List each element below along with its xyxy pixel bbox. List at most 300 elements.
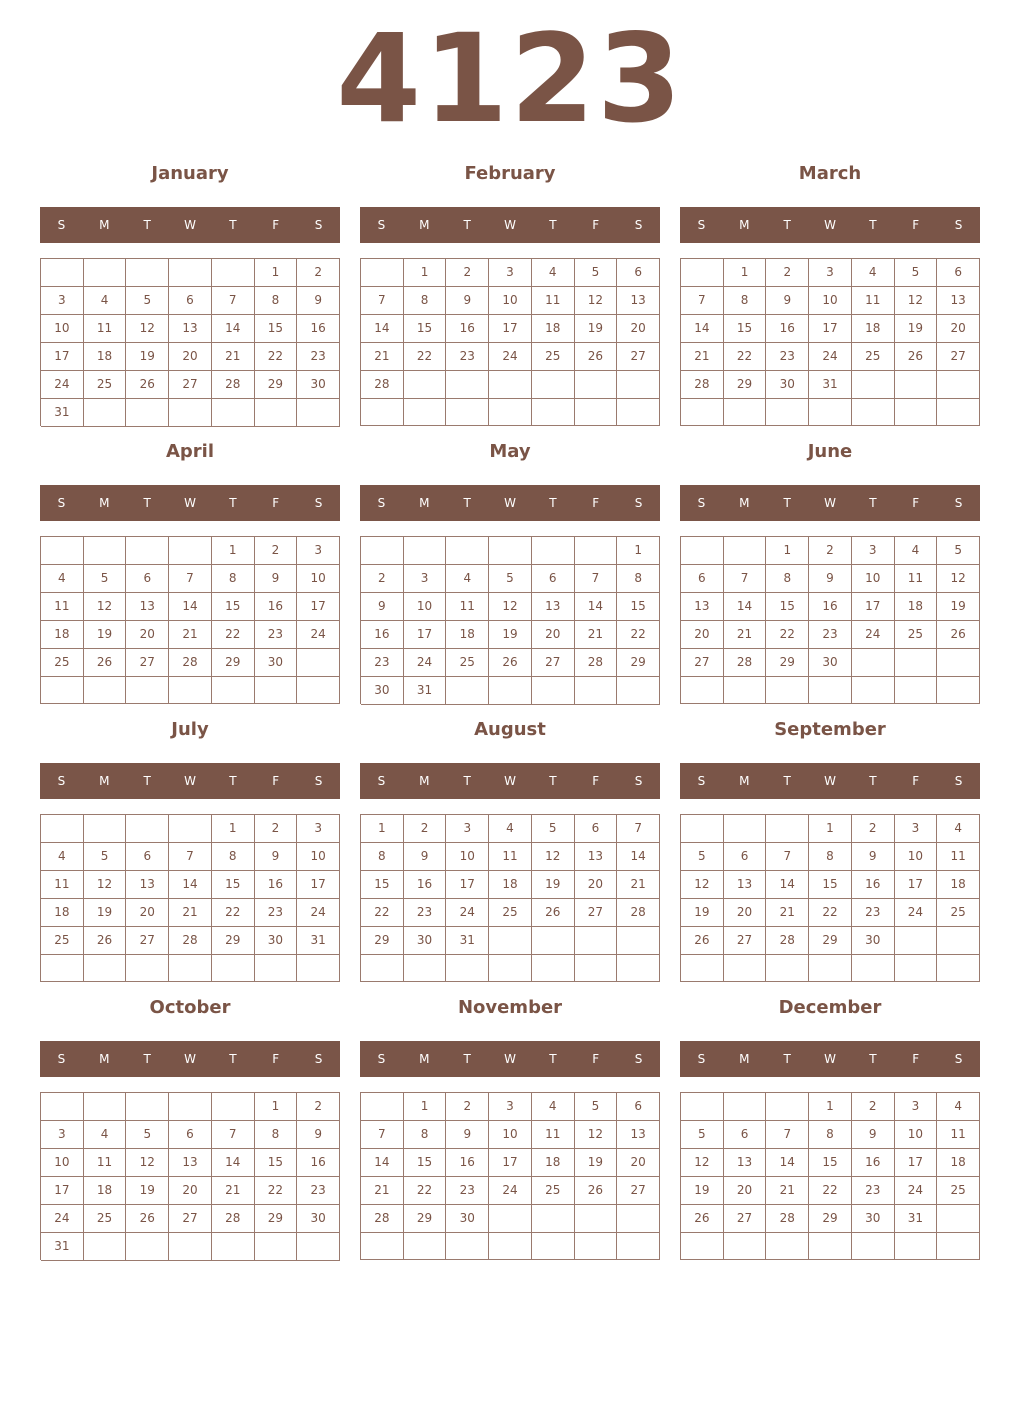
empty-day-cell [532, 371, 575, 399]
day-cell: 9 [852, 1121, 895, 1149]
weekday-header: M [739, 1052, 750, 1066]
weekday-header: S [377, 218, 386, 232]
day-cell: 10 [489, 1121, 532, 1149]
day-cell: 28 [681, 371, 724, 399]
day-grid [360, 1092, 660, 1260]
empty-day-cell [212, 955, 255, 982]
empty-day-cell [724, 815, 767, 843]
day-cell: 11 [532, 287, 575, 315]
day-cell: 25 [41, 927, 84, 955]
weekday-header: S [314, 218, 323, 232]
month-name: February [464, 163, 556, 184]
empty-day-cell [126, 1233, 169, 1261]
weekday-header: S [954, 218, 963, 232]
weekday-header: T [463, 774, 471, 788]
weekday-header: T [783, 496, 791, 510]
day-cell: 16 [255, 593, 298, 621]
day-cell: 25 [937, 899, 980, 927]
day-cell: 22 [766, 621, 809, 649]
day-cell: 1 [809, 815, 852, 843]
empty-day-cell [532, 1233, 575, 1260]
day-cell: 22 [404, 1177, 447, 1205]
weekday-header: T [869, 774, 877, 788]
day-cell: 14 [361, 1149, 404, 1177]
day-cell: 19 [126, 343, 169, 371]
day-cell: 2 [255, 537, 298, 565]
weekday-header: F [272, 218, 280, 232]
weekday-header: T [463, 218, 471, 232]
day-grid [680, 258, 980, 426]
day-cell: 30 [297, 371, 340, 399]
empty-day-cell [404, 955, 447, 982]
day-cell: 25 [532, 1177, 575, 1205]
day-grid [40, 814, 340, 982]
day-cell: 24 [852, 621, 895, 649]
empty-day-cell [169, 1093, 212, 1121]
day-cell: 18 [532, 1149, 575, 1177]
day-cell: 17 [489, 1149, 532, 1177]
day-cell: 28 [361, 371, 404, 399]
day-cell: 29 [361, 927, 404, 955]
weekday-header-bar [40, 207, 340, 243]
day-cell: 22 [404, 343, 447, 371]
empty-day-cell [169, 677, 212, 704]
day-cell: 19 [681, 899, 724, 927]
day-cell: 30 [404, 927, 447, 955]
day-cell: 16 [361, 621, 404, 649]
day-cell: 13 [937, 287, 980, 315]
weekday-header: F [272, 1052, 280, 1066]
empty-day-cell [84, 815, 127, 843]
day-cell: 30 [852, 1205, 895, 1233]
empty-day-cell [852, 649, 895, 677]
weekday-header: S [314, 496, 323, 510]
empty-day-cell [489, 537, 532, 565]
day-cell: 14 [617, 843, 660, 871]
day-cell: 15 [212, 593, 255, 621]
day-cell: 1 [255, 259, 298, 287]
day-cell: 11 [489, 843, 532, 871]
day-cell: 21 [724, 621, 767, 649]
day-cell: 22 [809, 1177, 852, 1205]
day-cell: 21 [617, 871, 660, 899]
weekday-header: F [912, 1052, 920, 1066]
day-cell: 9 [446, 287, 489, 315]
empty-day-cell [724, 1233, 767, 1260]
empty-day-cell [937, 1205, 980, 1233]
empty-day-cell [724, 1093, 767, 1121]
day-cell: 1 [361, 815, 404, 843]
day-cell: 17 [41, 343, 84, 371]
day-cell: 19 [681, 1177, 724, 1205]
day-cell: 27 [617, 1177, 660, 1205]
weekday-header: T [869, 496, 877, 510]
day-cell: 29 [724, 371, 767, 399]
weekday-header: S [377, 1052, 386, 1066]
day-cell: 23 [361, 649, 404, 677]
day-cell: 25 [41, 649, 84, 677]
day-cell: 9 [361, 593, 404, 621]
day-cell: 28 [766, 1205, 809, 1233]
day-cell: 7 [617, 815, 660, 843]
empty-day-cell [489, 927, 532, 955]
weekday-header: T [783, 774, 791, 788]
day-cell: 19 [575, 315, 618, 343]
empty-day-cell [446, 955, 489, 982]
day-cell: 16 [297, 1149, 340, 1177]
empty-day-cell [532, 677, 575, 705]
day-cell: 24 [297, 621, 340, 649]
month-name: August [474, 719, 546, 740]
weekday-header: T [869, 1052, 877, 1066]
day-cell: 28 [575, 649, 618, 677]
day-cell: 3 [41, 287, 84, 315]
day-cell: 11 [41, 593, 84, 621]
empty-day-cell [532, 537, 575, 565]
day-cell: 25 [84, 1205, 127, 1233]
weekday-header: W [504, 1052, 516, 1066]
weekday-header: M [419, 1052, 430, 1066]
weekday-header: T [229, 496, 237, 510]
weekday-header-bar [680, 485, 980, 521]
month-name: September [774, 719, 886, 740]
day-cell: 11 [852, 287, 895, 315]
day-cell: 23 [255, 899, 298, 927]
empty-day-cell [895, 371, 938, 399]
empty-day-cell [895, 955, 938, 982]
empty-day-cell [681, 1233, 724, 1260]
weekday-header: F [912, 774, 920, 788]
empty-day-cell [937, 927, 980, 955]
day-cell: 12 [532, 843, 575, 871]
empty-day-cell [446, 537, 489, 565]
day-cell: 13 [575, 843, 618, 871]
day-cell: 11 [895, 565, 938, 593]
day-cell: 30 [297, 1205, 340, 1233]
day-cell: 6 [169, 287, 212, 315]
day-cell: 21 [575, 621, 618, 649]
weekday-header: W [824, 1052, 836, 1066]
weekday-header: M [419, 218, 430, 232]
day-cell: 8 [255, 287, 298, 315]
day-cell: 2 [361, 565, 404, 593]
day-cell: 26 [681, 927, 724, 955]
day-cell: 14 [724, 593, 767, 621]
day-cell: 17 [446, 871, 489, 899]
day-cell: 20 [532, 621, 575, 649]
day-cell: 22 [212, 621, 255, 649]
day-cell: 17 [852, 593, 895, 621]
day-cell: 1 [404, 259, 447, 287]
day-cell: 16 [446, 315, 489, 343]
empty-day-cell [84, 1093, 127, 1121]
day-cell: 1 [809, 1093, 852, 1121]
day-cell: 17 [297, 593, 340, 621]
day-cell: 28 [766, 927, 809, 955]
empty-day-cell [126, 815, 169, 843]
day-cell: 29 [809, 1205, 852, 1233]
empty-day-cell [895, 927, 938, 955]
month-name: November [457, 997, 563, 1018]
day-cell: 24 [41, 1205, 84, 1233]
empty-day-cell [446, 677, 489, 705]
day-cell: 2 [852, 1093, 895, 1121]
empty-day-cell [575, 537, 618, 565]
day-cell: 13 [724, 871, 767, 899]
day-cell: 8 [255, 1121, 298, 1149]
day-cell: 3 [297, 815, 340, 843]
empty-day-cell [404, 399, 447, 426]
empty-day-cell [575, 927, 618, 955]
month-name: March [798, 163, 862, 184]
weekday-header: M [99, 496, 110, 510]
empty-day-cell [255, 1233, 298, 1261]
weekday-header: S [57, 774, 66, 788]
day-cell: 28 [212, 1205, 255, 1233]
empty-day-cell [617, 371, 660, 399]
weekday-header: W [504, 218, 516, 232]
day-cell: 18 [84, 343, 127, 371]
day-cell: 29 [617, 649, 660, 677]
day-cell: 17 [895, 871, 938, 899]
day-cell: 18 [532, 315, 575, 343]
weekday-header: T [869, 218, 877, 232]
weekday-header: M [739, 496, 750, 510]
day-cell: 9 [446, 1121, 489, 1149]
day-cell: 21 [361, 1177, 404, 1205]
day-cell: 26 [895, 343, 938, 371]
empty-day-cell [126, 399, 169, 427]
day-cell: 3 [895, 1093, 938, 1121]
day-cell: 21 [212, 1177, 255, 1205]
day-cell: 31 [41, 1233, 84, 1261]
day-cell: 6 [126, 565, 169, 593]
day-cell: 24 [809, 343, 852, 371]
empty-day-cell [489, 399, 532, 426]
weekday-header-bar [40, 485, 340, 521]
empty-day-cell [169, 1233, 212, 1261]
weekday-header: T [549, 496, 557, 510]
day-cell: 9 [255, 565, 298, 593]
empty-day-cell [404, 1233, 447, 1260]
empty-day-cell [681, 1093, 724, 1121]
empty-day-cell [681, 677, 724, 704]
day-cell: 21 [361, 343, 404, 371]
empty-day-cell [766, 1233, 809, 1260]
day-cell: 3 [41, 1121, 84, 1149]
day-cell: 20 [126, 621, 169, 649]
day-cell: 25 [937, 1177, 980, 1205]
empty-day-cell [532, 955, 575, 982]
day-cell: 21 [169, 899, 212, 927]
day-cell: 15 [255, 1149, 298, 1177]
weekday-header: S [697, 1052, 706, 1066]
empty-day-cell [212, 259, 255, 287]
weekday-header: W [504, 774, 516, 788]
day-cell: 5 [126, 287, 169, 315]
day-cell: 10 [297, 565, 340, 593]
day-cell: 20 [169, 1177, 212, 1205]
weekday-header: T [143, 218, 151, 232]
empty-day-cell [84, 955, 127, 982]
empty-day-cell [617, 955, 660, 982]
day-cell: 18 [446, 621, 489, 649]
empty-day-cell [212, 1233, 255, 1261]
empty-day-cell [169, 399, 212, 427]
day-cell: 9 [809, 565, 852, 593]
day-cell: 12 [126, 315, 169, 343]
empty-day-cell [852, 399, 895, 426]
empty-day-cell [255, 955, 298, 982]
empty-day-cell [41, 955, 84, 982]
day-cell: 23 [297, 1177, 340, 1205]
day-cell: 25 [532, 343, 575, 371]
day-cell: 24 [446, 899, 489, 927]
weekday-header: W [184, 774, 196, 788]
day-cell: 29 [212, 649, 255, 677]
day-cell: 16 [404, 871, 447, 899]
day-cell: 7 [766, 843, 809, 871]
day-cell: 20 [617, 1149, 660, 1177]
day-cell: 27 [681, 649, 724, 677]
day-cell: 5 [489, 565, 532, 593]
day-cell: 3 [297, 537, 340, 565]
day-cell: 7 [575, 565, 618, 593]
empty-day-cell [126, 537, 169, 565]
day-cell: 22 [724, 343, 767, 371]
empty-day-cell [489, 955, 532, 982]
empty-day-cell [681, 259, 724, 287]
empty-day-cell [937, 677, 980, 704]
day-cell: 17 [41, 1177, 84, 1205]
day-cell: 2 [446, 1093, 489, 1121]
month-name: October [149, 997, 231, 1018]
day-cell: 16 [852, 1149, 895, 1177]
day-cell: 19 [575, 1149, 618, 1177]
day-grid [680, 814, 980, 982]
day-cell: 5 [575, 1093, 618, 1121]
day-cell: 8 [212, 843, 255, 871]
weekday-header-bar [40, 763, 340, 799]
empty-day-cell [297, 1233, 340, 1261]
day-cell: 6 [724, 843, 767, 871]
empty-day-cell [212, 399, 255, 427]
day-cell: 24 [895, 899, 938, 927]
day-cell: 13 [532, 593, 575, 621]
weekday-header: M [99, 218, 110, 232]
day-grid [40, 536, 340, 704]
year-title: 4123 [336, 8, 684, 150]
day-cell: 15 [361, 871, 404, 899]
day-cell: 4 [937, 815, 980, 843]
day-cell: 13 [724, 1149, 767, 1177]
empty-day-cell [937, 649, 980, 677]
day-grid [40, 258, 340, 426]
empty-day-cell [489, 371, 532, 399]
day-cell: 6 [724, 1121, 767, 1149]
empty-day-cell [126, 1093, 169, 1121]
day-cell: 19 [126, 1177, 169, 1205]
day-cell: 11 [41, 871, 84, 899]
day-cell: 12 [84, 593, 127, 621]
day-cell: 19 [489, 621, 532, 649]
day-cell: 30 [255, 649, 298, 677]
day-cell: 10 [489, 287, 532, 315]
day-cell: 12 [489, 593, 532, 621]
day-cell: 15 [212, 871, 255, 899]
day-cell: 9 [404, 843, 447, 871]
day-cell: 16 [852, 871, 895, 899]
day-cell: 28 [169, 649, 212, 677]
weekday-header: S [314, 1052, 323, 1066]
weekday-header: T [549, 1052, 557, 1066]
day-cell: 18 [41, 899, 84, 927]
day-cell: 8 [766, 565, 809, 593]
day-cell: 13 [169, 315, 212, 343]
empty-day-cell [895, 399, 938, 426]
empty-day-cell [724, 955, 767, 982]
day-cell: 14 [169, 871, 212, 899]
day-cell: 5 [681, 843, 724, 871]
month-name: May [489, 441, 531, 462]
day-cell: 24 [489, 343, 532, 371]
day-cell: 19 [937, 593, 980, 621]
empty-day-cell [895, 677, 938, 704]
empty-day-cell [404, 371, 447, 399]
day-cell: 6 [126, 843, 169, 871]
month-name: December [778, 997, 882, 1018]
day-cell: 4 [532, 259, 575, 287]
month-name: June [807, 441, 853, 462]
day-cell: 11 [937, 843, 980, 871]
day-cell: 14 [212, 1149, 255, 1177]
day-cell: 20 [169, 343, 212, 371]
empty-day-cell [255, 677, 298, 704]
empty-day-cell [255, 399, 298, 427]
day-cell: 11 [532, 1121, 575, 1149]
day-cell: 29 [404, 1205, 447, 1233]
month-name: April [165, 441, 215, 462]
empty-day-cell [766, 399, 809, 426]
empty-day-cell [532, 927, 575, 955]
empty-day-cell [575, 1233, 618, 1260]
day-cell: 14 [766, 1149, 809, 1177]
day-cell: 10 [895, 1121, 938, 1149]
empty-day-cell [575, 677, 618, 705]
weekday-header: T [549, 774, 557, 788]
day-cell: 6 [937, 259, 980, 287]
day-cell: 23 [809, 621, 852, 649]
day-cell: 27 [724, 1205, 767, 1233]
day-cell: 16 [766, 315, 809, 343]
day-cell: 8 [404, 287, 447, 315]
weekday-header: S [697, 218, 706, 232]
day-cell: 9 [766, 287, 809, 315]
empty-day-cell [766, 677, 809, 704]
weekday-header: M [419, 496, 430, 510]
weekday-header: F [592, 496, 600, 510]
weekday-header-bar [680, 763, 980, 799]
weekday-header: F [272, 774, 280, 788]
empty-day-cell [361, 537, 404, 565]
day-cell: 29 [809, 927, 852, 955]
weekday-header: F [912, 496, 920, 510]
day-cell: 5 [126, 1121, 169, 1149]
month-name: July [171, 719, 209, 740]
empty-day-cell [617, 677, 660, 705]
day-cell: 21 [766, 1177, 809, 1205]
day-cell: 29 [255, 371, 298, 399]
